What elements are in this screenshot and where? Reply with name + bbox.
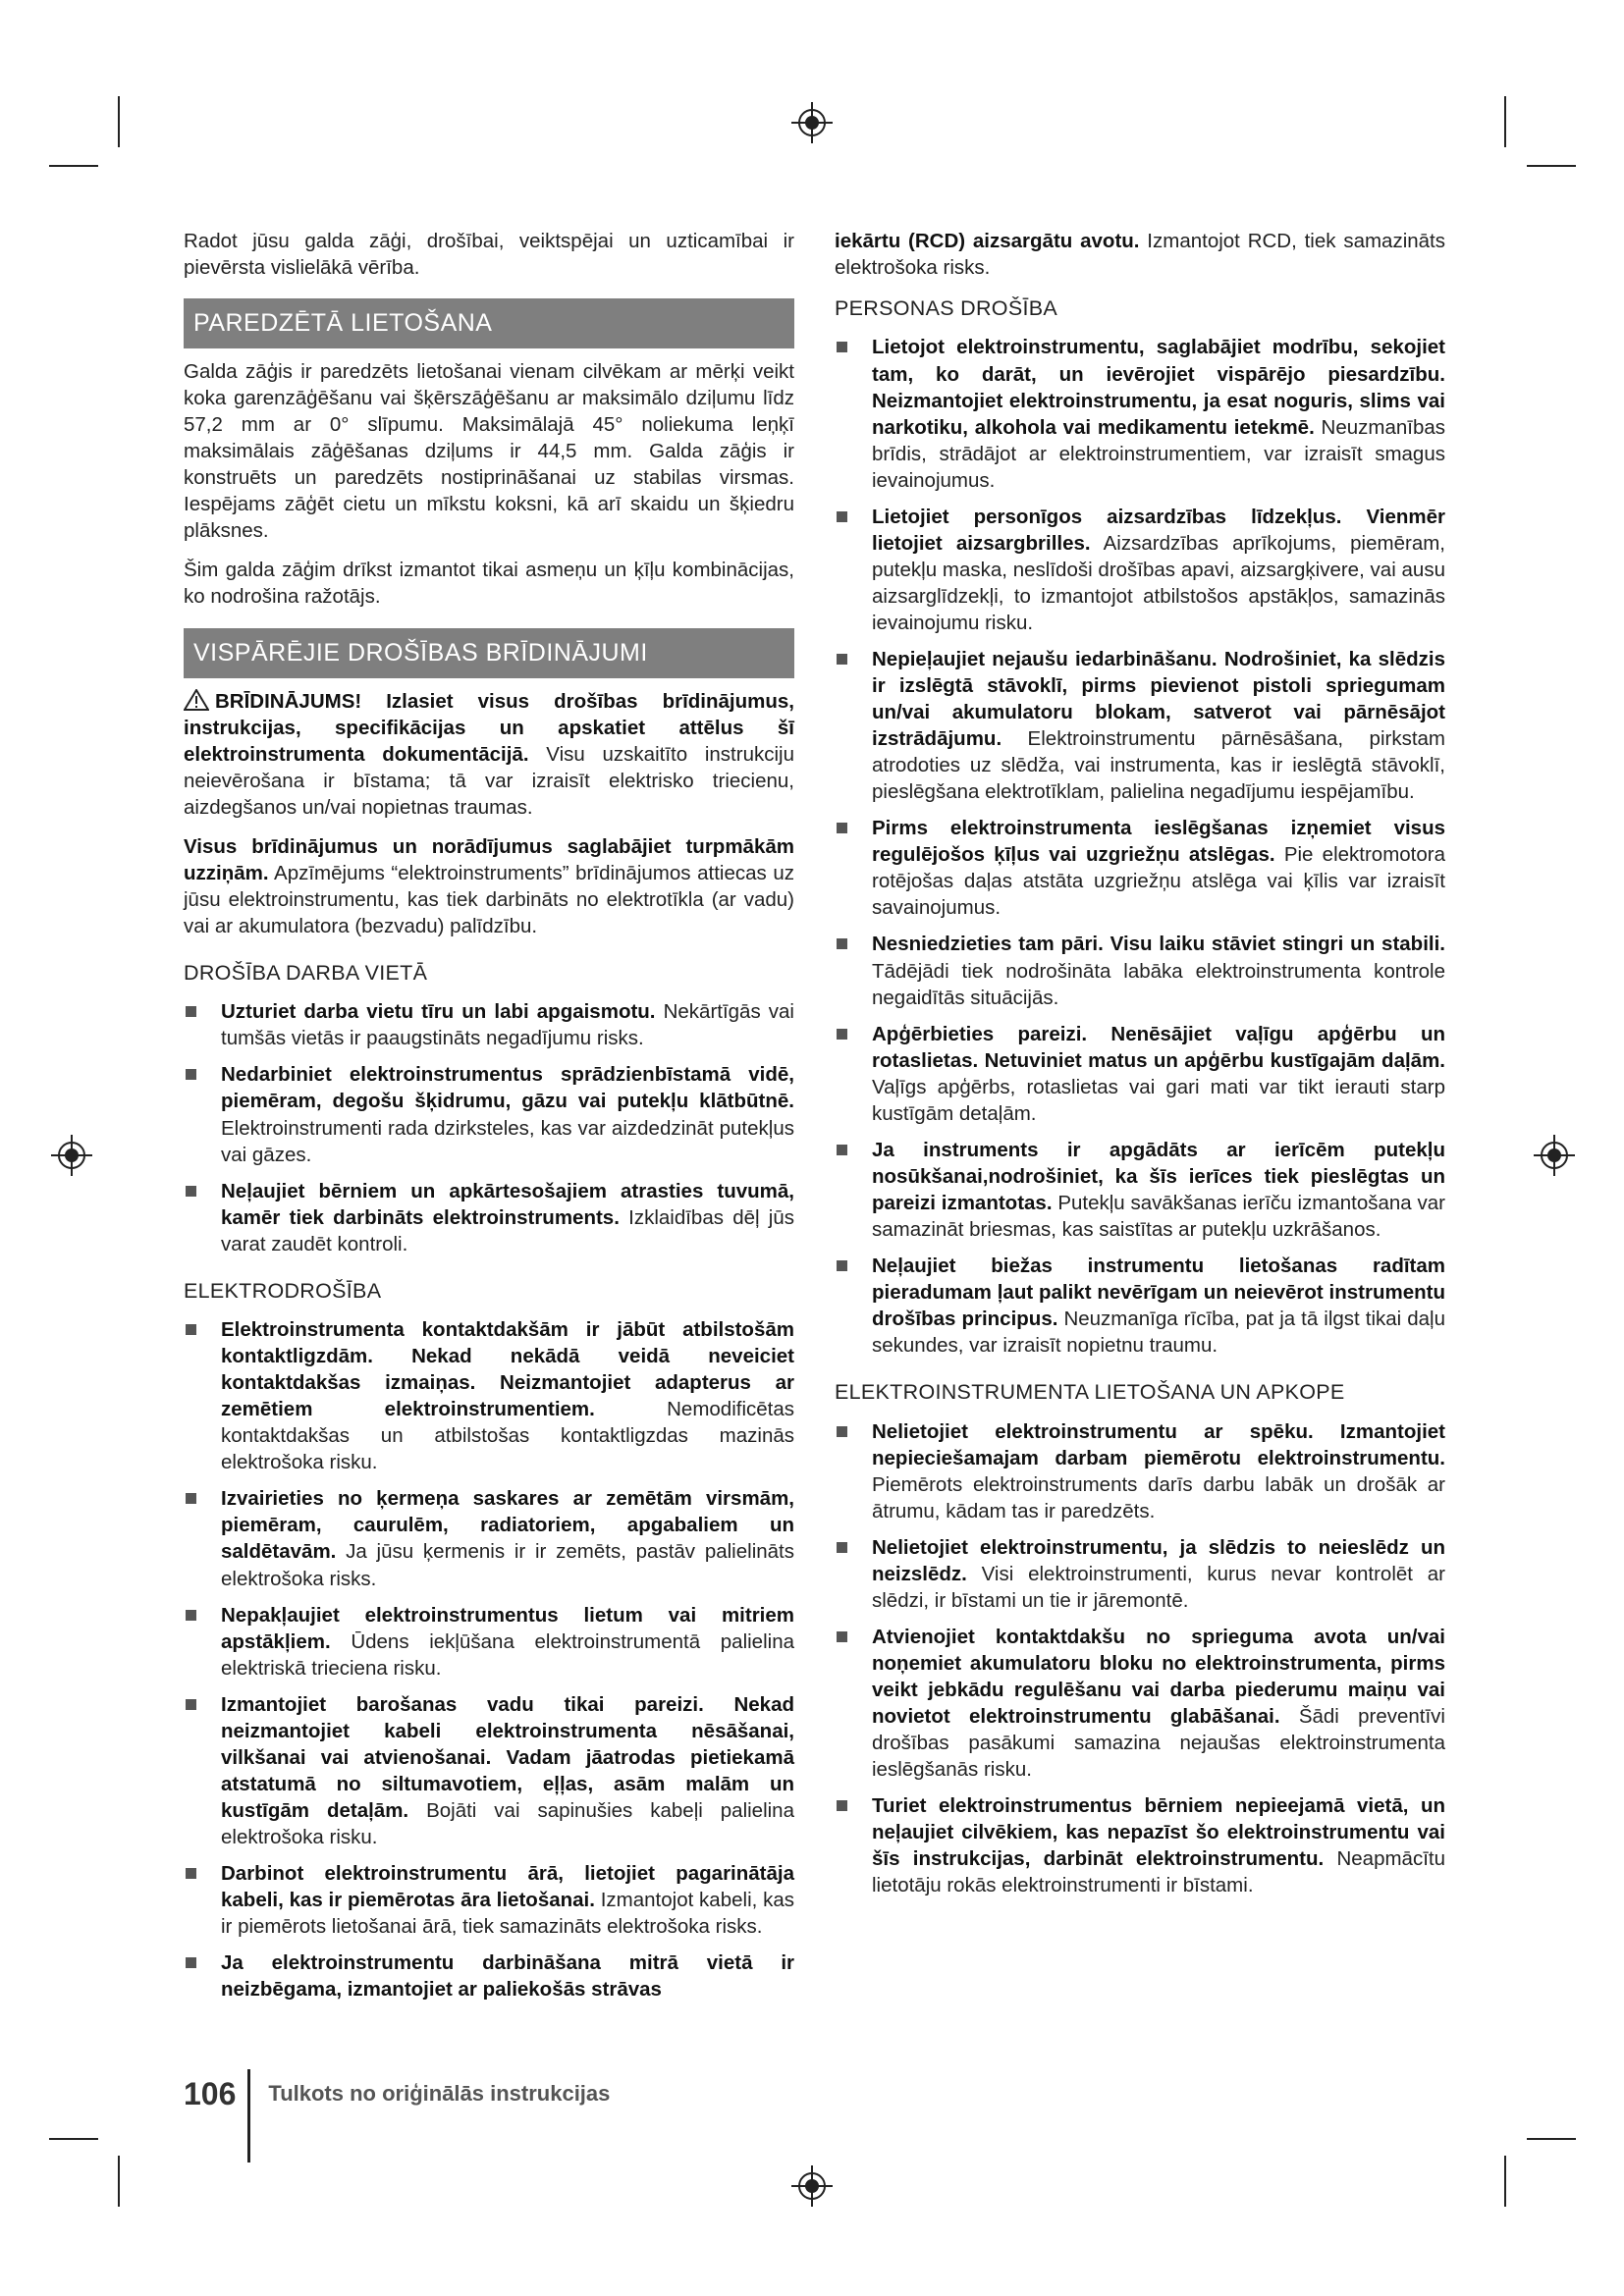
intended-use-paragraph: Šim galda zāģim drīkst izmantot tikai asmeņu un ķīļu kombinācijas, ko nodrošina ražotājs. — [184, 559, 794, 609]
item-text: Aizsardzības aprīkojums, piemēram, putekļu maska, neslīdoši drošības apavi, aizsargķivere, vai ausu aizsarglīdzekļi, to izmantojot atbilstošos apstākļos, samazinās ievainojumu risku. — [872, 531, 1445, 634]
bullet-icon — [837, 823, 847, 833]
bullet-icon — [837, 1145, 847, 1155]
registration-mark-icon — [51, 1135, 92, 1176]
bullet-icon — [186, 1868, 196, 1879]
bullet-icon — [837, 342, 847, 352]
item-text: Izklaidības dēļ jūs varat zaudēt kontroli. — [221, 1205, 794, 1255]
item-bold: Uzturiet darba vietu tīru un labi apgaismotu. — [221, 1000, 656, 1024]
bullet-icon — [837, 1542, 847, 1553]
crop-mark — [49, 2138, 98, 2140]
item-bold: Nelietojiet elektroinstrumentu ar spēku. Izmantojiet nepieciešamajam darbam piemērotu elektroinstrumentu. — [872, 1419, 1445, 1469]
item-text: Ja jūsu ķermenis ir ir zemēts, pastāv palielināts elektrošoka risks. — [221, 1540, 794, 1590]
item-bold: Izvairieties no ķermeņa saskares ar zemētām virsmām, piemēram, caurulēm, radiatoriem, apgabaliem un saldētavām. — [221, 1487, 794, 1564]
item-text: Vaļīgs apģērbs, rotaslietas vai gari mati var tikt ierauti starp kustīgām detaļām. — [872, 1075, 1445, 1125]
section-banner-intended-use: PAREDZĒTĀ LIETOŠANA — [184, 298, 794, 348]
item-text: Nemodificētas kontaktdakšas un atbilstošas kontaktligzdas mazinās elektrošoka risku. — [221, 1398, 794, 1474]
warning-paragraph — [184, 688, 794, 821]
bullet-icon — [186, 1006, 196, 1017]
work-area-list — [184, 998, 794, 1256]
bullet-icon — [837, 654, 847, 665]
bullet-icon — [186, 1069, 196, 1080]
list-item — [835, 1792, 1445, 1898]
list-item — [835, 1534, 1445, 1614]
warning-bold: BRĪDINĀJUMS! Izlasiet visus drošības brīdinājumus, instrukcijas, specifikācijas un apskatiet attēlus šī elektroinstrumenta dokumentācijā. — [184, 689, 794, 766]
list-item — [835, 334, 1445, 493]
subsection-title-work-area: DROŠĪBA DARBA VIETĀ — [184, 960, 428, 985]
item-text: Putekļu savākšanas ierīču izmantošana var samazināt briesmas, kas saistītas ar putekļu uzkrāšanos. — [872, 1191, 1445, 1241]
list-item — [184, 1602, 794, 1682]
list-item — [835, 815, 1445, 921]
personal-list — [835, 334, 1445, 1359]
footer-text: Tulkots no oriģinālās instrukcijas — [268, 2081, 611, 2106]
item-bold: Apģērbieties pareizi. Nenēsājiet vaļīgu apģērbu un rotaslietas. Netuviniet matus un apģērbu kustīgajām daļām. — [872, 1022, 1445, 1072]
keep-bold: Visus brīdinājumus un norādījumus saglabājiet turpmākām uzziņām. — [184, 834, 794, 884]
list-item — [184, 1949, 794, 2002]
bullet-icon — [186, 1186, 196, 1197]
item-bold: Nepieļaujiet nejaušu iedarbināšanu. Nodrošiniet, ka slēdzis ir izslēgtā stāvoklī, pirms pievienot pistoli spriegumam un/vai akumulatoru blokam, satverot vai pārnēsājot izstrādājumu. — [872, 647, 1445, 751]
crop-mark — [1504, 2156, 1506, 2207]
registration-mark-icon — [1534, 1135, 1575, 1176]
item-text: Neuzmanīga rīcība, pat ja tā ilgst tikai daļu sekundes, var izraisīt nopietnu traumu. — [872, 1308, 1445, 1358]
list-item — [184, 1316, 794, 1475]
item-text: Neuzmanības brīdis, strādājot ar elektroinstrumentiem, var izraisīt smagus ievainojumus. — [872, 415, 1446, 492]
crop-mark — [1504, 96, 1506, 147]
list-item — [184, 1691, 794, 1850]
item-bold: Lietojiet personīgos aizsardzības līdzekļus. Vienmēr lietojiet aizsargbrilles. — [872, 505, 1445, 555]
item-bold: Ja elektroinstrumentu darbināšana mitrā vietā ir neizbēgama, izmantojiet ar paliekošās strāvas — [221, 1951, 794, 2002]
page-footer — [184, 2069, 610, 2118]
list-item — [184, 1178, 794, 1257]
warning-triangle-icon — [184, 689, 209, 711]
crop-mark — [1527, 2138, 1576, 2140]
item-bold: Turiet elektroinstrumentus bērniem nepieejamā vietā, un neļaujiet cilvēkiem, kas nepazīst šo elektroinstrumentu vai šīs instrukcijas, darbināt elektroinstrumentu. — [872, 1794, 1445, 1871]
item-bold: Nelietojiet elektroinstrumentu, ja slēdzis to neieslēdz un neizslēdz. — [872, 1535, 1445, 1585]
subsection-title-electrical: ELEKTRODROŠĪBA — [184, 1278, 382, 1303]
item-bold: Izmantojiet barošanas vadu tikai pareizi. Nekad neizmantojiet kabeli elektroinstrumenta nēsāšanai, vilkšanai vai atvienošanai. Vadam jāatrodas pietiekamā atstatumā no siltumavotiem, eļļas, asām malām un kustīgām detaļām. — [221, 1692, 794, 1822]
crop-mark — [49, 165, 98, 167]
item-text: Ūdens iekļūšana elektroinstrumentā palielina elektriskā trieciena risku. — [221, 1629, 794, 1680]
bullet-icon — [186, 1493, 196, 1504]
section-banner-general-warnings: VISPĀRĒJIE DROŠĪBAS BRĪDINĀJUMI — [184, 628, 794, 678]
bullet-icon — [837, 938, 847, 949]
item-text: Tādējādi tiek nodrošināta labāka elektroinstrumenta kontrole negaidītās situācijās. — [872, 959, 1445, 1009]
bullet-icon — [837, 1260, 847, 1271]
item-bold: Nesniedzieties tam pāri. Visu laiku stāviet stingri un stabili. — [872, 933, 1445, 956]
item-bold: Lietojot elektroinstrumentu, saglabājiet modrību, sekojiet tam, ko darāt, un ievērojiet vispārējo piesardzību. Neizmantojiet elektroinstrumentu, ja esat noguris, slims vai narkotiku, alkohola vai medikamentu ietekmē. — [872, 336, 1445, 439]
footer-divider — [247, 2069, 250, 2163]
crop-mark — [118, 2156, 120, 2207]
item-bold: Pirms elektroinstrumenta ieslēgšanas izņemiet visus regulējošos ķīļus vai uzgriežņu atslēgas. — [872, 817, 1445, 867]
continuation-bold: iekārtu (RCD) aizsargātu avotu. — [835, 230, 1140, 252]
list-item — [835, 1418, 1445, 1524]
item-bold: Darbinot elektroinstrumentu ārā, lietojiet pagarinātāja kabeli, kas ir piemērotas āra lietošanai. — [221, 1862, 794, 1912]
bullet-icon — [837, 1426, 847, 1437]
electrical-list — [184, 1316, 794, 2002]
list-item — [835, 931, 1445, 1010]
keep-text: Apzīmējums “elektroinstruments” brīdinājumos attiecas uz jūsu elektroinstrumentu, kas tiek darbināts no elektrotīkla (ar vadu) vai ar akumulatora (bezvadu) palīdzību. — [184, 861, 794, 937]
item-text: Pie elektromotora rotējošas daļas atstāta uzgriežņu atslēga vai ķīlis var izraisīt savainojumus. — [872, 843, 1446, 920]
page-number: 106 — [184, 2075, 237, 2111]
left-column — [184, 228, 794, 2012]
right-column — [835, 228, 1445, 1908]
item-text: Bojāti vai sapinušies kabeļi palielina elektrošoka risku. — [221, 1798, 794, 1848]
crop-mark — [1527, 165, 1576, 167]
bullet-icon — [186, 1957, 196, 1968]
item-bold: Neļaujiet biežas instrumentu lietošanas radītam pieradumam ļaut palikt nevērīgam un neievērot instrumentu drošības principus. — [872, 1254, 1445, 1331]
bullet-icon — [186, 1699, 196, 1710]
list-item — [835, 1253, 1445, 1359]
registration-mark-icon — [791, 102, 833, 143]
list-item — [184, 1485, 794, 1591]
list-item — [835, 1137, 1445, 1243]
item-text: Piemērots elektroinstruments darīs darbu labāk un drošāk ar ātrumu, kādam tas ir paredzēts. — [872, 1472, 1445, 1522]
item-text: Neapmācītu lietotāju rokās elektroinstrumenti ir bīstami. — [872, 1847, 1445, 1897]
list-item — [835, 504, 1445, 636]
list-item — [835, 1624, 1445, 1783]
keep-instructions-paragraph — [184, 833, 794, 939]
bullet-icon — [837, 1631, 847, 1642]
tool-use-list — [835, 1418, 1445, 1899]
item-bold: Ja instruments ir apgādāts ar ierīcēm putekļu nosūkšanai,nodrošiniet, ka šīs ierīces tiek pieslēgtas un pareizi izmantotas. — [872, 1138, 1445, 1214]
bullet-icon — [837, 1029, 847, 1040]
item-text: Nekārtīgās vai tumšās vietās ir paaugstināts negadījumu risks. — [221, 1000, 794, 1050]
item-bold: Neļaujiet bērniem un apkārtesošajiem atrasties tuvumā, kamēr tiek darbināts elektroinstruments. — [221, 1179, 794, 1229]
list-item — [184, 1860, 794, 1940]
crop-mark — [118, 96, 120, 147]
item-text: Šādi preventīvi drošības pasākumi samazina nejaušas elektroinstrumenta ieslēgšanās risku. — [872, 1705, 1445, 1782]
bullet-icon — [837, 1800, 847, 1811]
item-text: Visi elektroinstrumenti, kurus nevar kontrolēt ar slēdzi, ir bīstami un tie ir jāremontē. — [872, 1562, 1445, 1612]
intended-use-paragraph: Galda zāģis ir paredzēts lietošanai vienam cilvēkam ar mērķi veikt koka garenzāģēšanu vai šķērszāģēšanu ar maksimālo dziļumu līdz 57,2 mm ar 0° slīpumu. Maksimālajā 45° noliekuma leņķī maksimālais zāģēšanas dziļums ir 44,5 mm. Galda zāģis ir konstruēts un paredzēts nostiprināšanai uz stabilas virsmas. Iespējams zāģēt cietu un mīkstu koksni, kā arī skaidu un šķiedru plāksnes. — [184, 360, 794, 543]
bullet-icon — [186, 1610, 196, 1621]
item-text: Elektroinstrumentu pārnēsāšana, pirkstam atrodoties uz slēdža, vai instrumenta, kas ir ieslēgtā stāvoklī, pieslēgšana elektrotīklam, palielina negadījumu iespējamību. — [872, 727, 1445, 804]
list-item — [184, 998, 794, 1051]
bullet-icon — [186, 1324, 196, 1335]
warning-text: Visu uzskaitīto instrukciju neievērošana ir bīstama; tā var izraisīt elektrisko triecienu, aizdegšanos un/vai nopietnas traumas. — [184, 742, 794, 819]
intro-paragraph: Radot jūsu galda zāģi, drošībai, veiktspējai un uzticamībai ir pievērsta vislielākā vērība. — [184, 230, 794, 280]
list-item — [835, 646, 1445, 805]
list-item — [184, 1061, 794, 1167]
list-item — [835, 1021, 1445, 1127]
item-text: Elektroinstrumenti rada dzirksteles, kas var aizdedzināt putekļus vai gāzes. — [221, 1116, 794, 1166]
item-bold: Elektroinstrumenta kontaktdakšām ir jābūt atbilstošām kontaktligzdām. Nekad nekādā veidā neveiciet kontaktdakšas izmaiņas. Neizmantojiet adapterus ar zemētiem elektroinstrumentiem. — [221, 1318, 794, 1421]
continuation-paragraph — [835, 228, 1445, 281]
item-text: Izmantojot kabeli, kas ir piemērots lietošanai ārā, tiek samazināts elektrošoka risks. — [221, 1889, 794, 1939]
item-bold: Nepakļaujiet elektroinstrumentus lietum vai mitriem apstākļiem. — [221, 1603, 794, 1653]
bullet-icon — [837, 511, 847, 522]
item-bold: Atvienojiet kontaktdakšu no sprieguma avota un/vai noņemiet akumulatoru bloku no elektroinstrumenta, pirms veikt jebkādu regulēšanu vai darba piederumu maiņu vai novietot elektroinstrumentu glabāšanai. — [872, 1625, 1445, 1728]
continuation-text: Izmantojot RCD, tiek samazināts elektrošoka risks. — [835, 230, 1446, 280]
subsection-title-personal: PERSONAS DROŠĪBA — [835, 296, 1058, 321]
registration-mark-icon — [791, 2165, 833, 2207]
item-bold: Nedarbiniet elektroinstrumentus sprādzienbīstamā vidē, piemēram, degošu šķidrumu, gāzu vai putekļu klātbūtnē. — [221, 1063, 794, 1113]
subsection-title-tool-use: ELEKTROINSTRUMENTA LIETOŠANA UN APKOPE — [835, 1380, 1345, 1405]
